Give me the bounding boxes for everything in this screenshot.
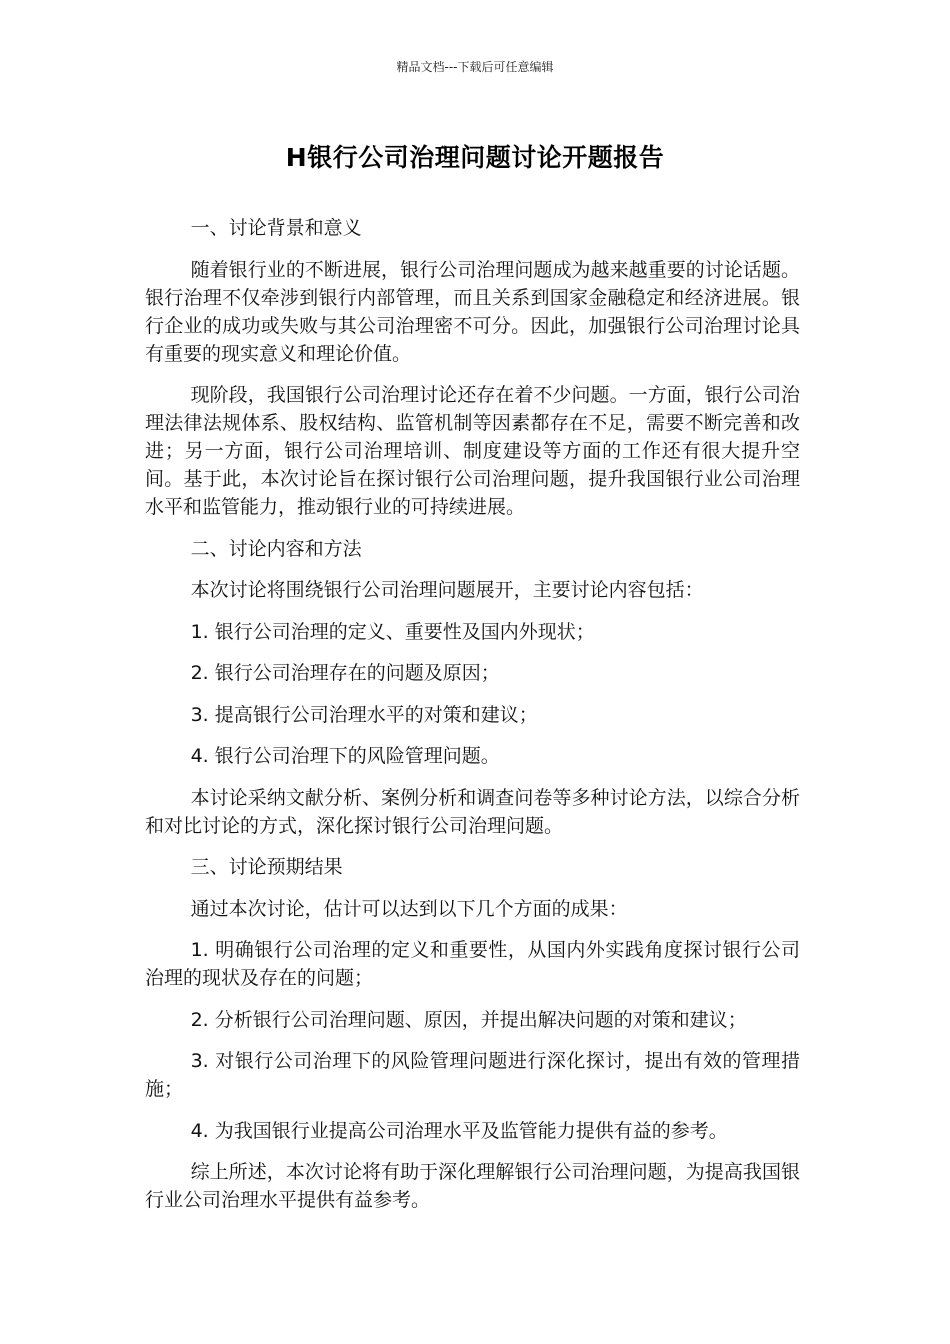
section-heading-background: 一、讨论背景和意义 [190,217,362,239]
document-title: H银行公司治理问题讨论开题报告 [285,143,665,172]
paragraph: 本讨论采纳文献分析、案例分析和调查问卷等多种讨论方法，以综合分析和对比讨论的方式，深化探讨银行公司治理问题。 [145,786,800,837]
list-item: 2. 分析银行公司治理问题、原因，并提出解决问题的对策和建议； [190,1008,747,1031]
conclusion-paragraph: 综上所述，本次讨论将有助于深化理解银行公司治理问题，为提高我国银行业公司治理水平提供有益参考。 [145,1161,800,1211]
list-item: 4. 银行公司治理下的风险管理问题。 [190,745,500,767]
paragraph: 本次讨论将围绕银行公司治理问题展开，主要讨论内容包括： [190,579,704,601]
list-item: 1. 银行公司治理的定义、重要性及国内外现状； [190,620,595,643]
section-heading-content-method: 二、讨论内容和方法 [190,537,362,560]
list-item: 3. 对银行公司治理下的风险管理问题进行深化探讨，提出有效的管理措施； [145,1050,800,1100]
list-item: 2. 银行公司治理存在的问题及原因； [190,662,500,684]
paragraph: 现阶段，我国银行公司治理讨论还存在着不少问题。一方面，银行公司治理法律法规体系、股权结构、监管机制等因素都存在不足，需要不断完善和改进；另一方面，银行公司治理培训、制度建设等方面的工作还有很大提升空间。基于此，本次讨论旨在探讨银行公司治理问题，提升我国银行业公司治理水平和监管能力，推动银行业的可持续进展。 [145,384,800,518]
list-item: 1. 明确银行公司治理的定义和重要性，从国内外实践角度探讨银行公司治理的现状及存在的问题； [145,939,800,989]
page-header: 精品文档---下载后可任意编辑 [396,60,554,74]
paragraph: 随着银行业的不断进展，银行公司治理问题成为越来越重要的讨论话题。银行治理不仅牵涉到银行内部管理，而且关系到国家金融稳定和经济进展。银行企业的成功或失败与其公司治理密不可分。因此，加强银行公司治理讨论具有重要的现实意义和理论价值。 [145,258,800,365]
document-body [145,214,800,1228]
paragraph: 通过本次讨论，估计可以达到以下几个方面的成果： [190,897,628,920]
section-heading-expected-results: 三、讨论预期结果 [190,856,343,878]
list-item: 3. 提高银行公司治理水平的对策和建议； [190,703,538,726]
list-item: 4. 为我国银行业提高公司治理水平及监管能力提供有益的参考。 [190,1119,728,1142]
